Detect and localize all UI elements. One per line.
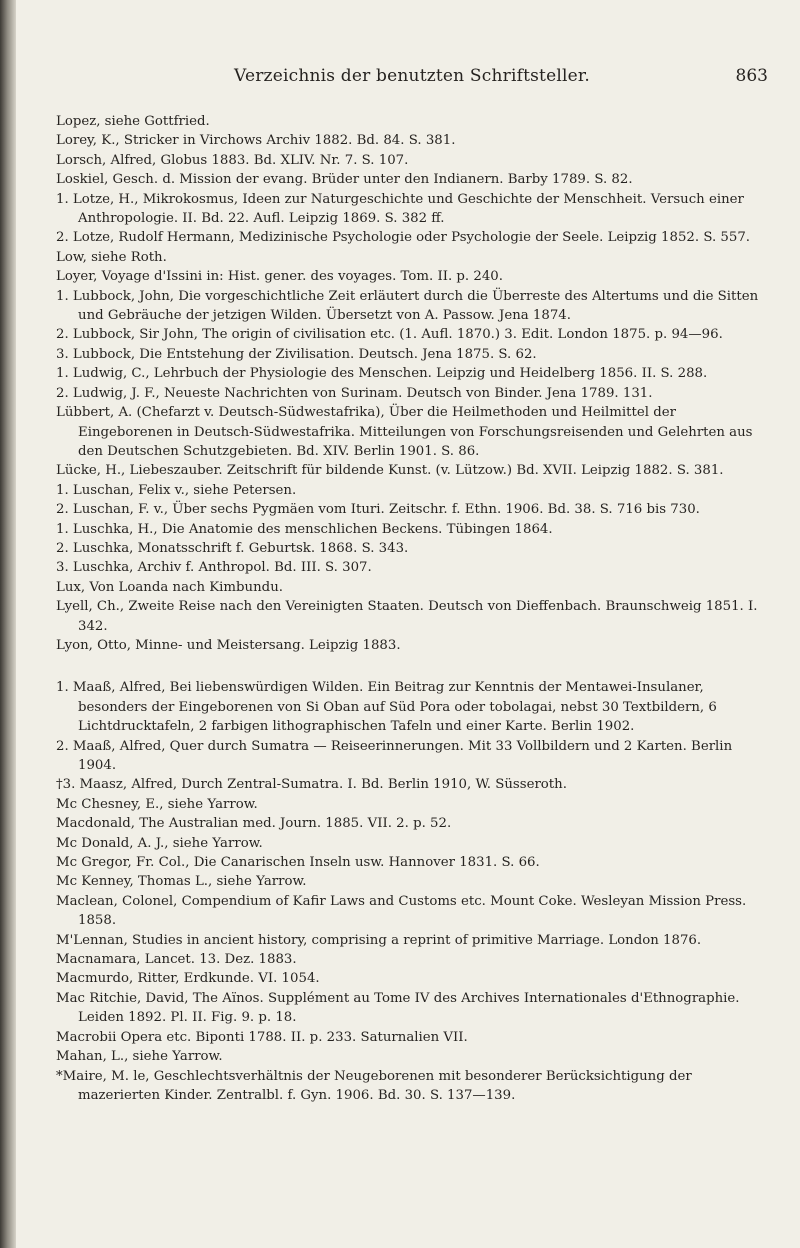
bibliography-entry: Mc Donald, A. J., siehe Yarrow. [56, 835, 263, 851]
bibliography-entry: †3. Maasz, Alfred, Durch Zentral-Sumatra. I. Bd. Berlin 1910, W. Süsseroth. [56, 777, 567, 793]
bibliography-entry: Macrobii Opera etc. Biponti 1788. II. p. 233. Saturnalien VII. [56, 1029, 468, 1045]
bibliography-entry: M'Lennan, Studies in ancient history, comprising a reprint of primitive Marriage. London 1876. [56, 932, 702, 948]
bibliography-entry: 1. Luschka, H., Die Anatomie des menschlichen Beckens. Tübingen 1864. [56, 521, 553, 537]
bibliography-entry: Low, siehe Roth. [56, 249, 167, 265]
bibliography-entry: Macnamara, Lancet. 13. Dez. 1883. [56, 952, 297, 968]
bibliography-entry: Loskiel, Gesch. d. Mission der evang. Brüder unter den Indianern. Barby 1789. S. 82. [56, 172, 633, 188]
bibliography-list [56, 112, 772, 1105]
running-title: Verzeichnis der benutzten Schriftsteller. [234, 66, 590, 86]
bibliography-entry: 1. Maaß, Alfred, Bei liebenswürdigen Wilden. Ein Beitrag zur Kenntnis der Mentawei-Insulaner, besonders der Eingeborenen von Si Oban auf Süd Pora oder tobolagai, nebst 30 Textbildern, 6 Lichtdrucktafeln, 2 farbigen lithographischen Tafeln und einer Karte. Berlin 1902. [56, 680, 717, 735]
page-number: 863 [735, 66, 768, 86]
bibliography-entry: 2. Luschka, Monatsschrift f. Geburtsk. 1868. S. 343. [56, 540, 409, 556]
bibliography-entry: 1. Luschan, Felix v., siehe Petersen. [56, 482, 297, 498]
bibliography-entry: 2. Luschan, F. v., Über sechs Pygmäen vom Ituri. Zeitschr. f. Ethn. 1906. Bd. 38. S. 716 bis 730. [56, 502, 700, 518]
bibliography-entry: 1. Ludwig, C., Lehrbuch der Physiologie des Menschen. Leipzig und Heidelberg 1856. II. S. 288. [56, 366, 708, 382]
bibliography-entry: Mc Gregor, Fr. Col., Die Canarischen Inseln usw. Hannover 1831. S. 66. [56, 855, 540, 871]
bibliography-entry: Mc Chesney, E., siehe Yarrow. [56, 796, 258, 812]
bibliography-entry: Lorsch, Alfred, Globus 1883. Bd. XLIV. Nr. 7. S. 107. [56, 152, 409, 168]
bibliography-entry: Maclean, Colonel, Compendium of Kafir Laws and Customs etc. Mount Coke. Wesleyan Mission Press. 1858. [56, 893, 747, 929]
bibliography-entry: Loyer, Voyage d'Issini in: Hist. gener. des voyages. Tom. II. p. 240. [56, 269, 503, 285]
bibliography-entry: 3. Luschka, Archiv f. Anthropol. Bd. III. S. 307. [56, 560, 372, 576]
bibliography-entry: Macmurdo, Ritter, Erdkunde. VI. 1054. [56, 971, 320, 987]
bibliography-entry: 1. Lotze, H., Mikrokosmus, Ideen zur Naturgeschichte und Geschichte der Menschheit. Versuch einer Anthropologie. II. Bd. 22. Aufl. Leipzig 1869. S. 382 ff. [56, 191, 744, 227]
page-gutter-shadow [0, 0, 16, 1248]
bibliography-entry: Lorey, K., Stricker in Virchows Archiv 1882. Bd. 84. S. 381. [56, 133, 456, 149]
bibliography-entry: 2. Ludwig, J. F., Neueste Nachrichten von Surinam. Deutsch von Binder. Jena 1789. 131. [56, 385, 653, 401]
bibliography-entry: Lyon, Otto, Minne- und Meistersang. Leipzig 1883. [56, 637, 401, 653]
bibliography-entry: Lücke, H., Liebeszauber. Zeitschrift für bildende Kunst. (v. Lützow.) Bd. XVII. Leipzig 1882. S. 381. [56, 463, 724, 479]
bibliography-entry: Mc Kenney, Thomas L., siehe Yarrow. [56, 874, 307, 890]
bibliography-entry: Lux, Von Loanda nach Kimbundu. [56, 579, 283, 595]
bibliography-entry: Lübbert, A. (Chefarzt v. Deutsch-Südwestafrika), Über die Heilmethoden und Heilmittel der Eingeborenen in Deutsch-Südwestafrika. Mitteilungen von Forschungsreisenden und Gelehrten aus den Deutschen Schutzgebieten. Bd. XIV. Berlin 1901. S. 86. [56, 405, 753, 459]
section-gap [56, 655, 772, 678]
bibliography-entry: Macdonald, The Australian med. Journ. 1885. VII. 2. p. 52. [56, 816, 452, 832]
bibliography-entry: Lyell, Ch., Zweite Reise nach den Vereinigten Staaten. Deutsch von Dieffenbach. Braunschweig 1851. I. 342. [56, 599, 758, 634]
bibliography-entry: 1. Lubbock, John, Die vorgeschichtliche Zeit erläutert durch die Überreste des Altertums und die Sitten und Gebräuche der jetzigen Wilden. Übersetzt von A. Passow. Jena 1874. [56, 288, 759, 324]
bibliography-entry: 2. Maaß, Alfred, Quer durch Sumatra — Reiseerinnerungen. Mit 33 Vollbildern und 2 Karten. Berlin 1904. [56, 738, 733, 773]
bibliography-entry: Mahan, L., siehe Yarrow. [56, 1049, 223, 1065]
bibliography-entry: *Maire, M. le, Geschlechtsverhältnis der Neugeborenen mit besonderer Berücksichtigung der mazerierten Kinder. Zentralbl. f. Gyn. 1906. Bd. 30. S. 137—139. [56, 1068, 692, 1103]
bibliography-entry: 3. Lubbock, Die Entstehung der Zivilisation. Deutsch. Jena 1875. S. 62. [56, 346, 537, 362]
bibliography-entry: Mac Ritchie, David, The Aïnos. Supplément au Tome IV des Archives Internationales d'Ethnographie. Leiden 1892. Pl. II. Fig. 9. p. 18. [56, 990, 740, 1026]
bibliography-entry: 2. Lubbock, Sir John, The origin of civilisation etc. (1. Aufl. 1870.) 3. Edit. London 1875. p. 94—96. [56, 327, 723, 343]
page-header [56, 66, 768, 92]
bibliography-entry: 2. Lotze, Rudolf Hermann, Medizinische Psychologie oder Psychologie der Seele. Leipzig 1852. S. 557. [56, 230, 751, 246]
bibliography-entry: Lopez, siehe Gottfried. [56, 114, 210, 129]
